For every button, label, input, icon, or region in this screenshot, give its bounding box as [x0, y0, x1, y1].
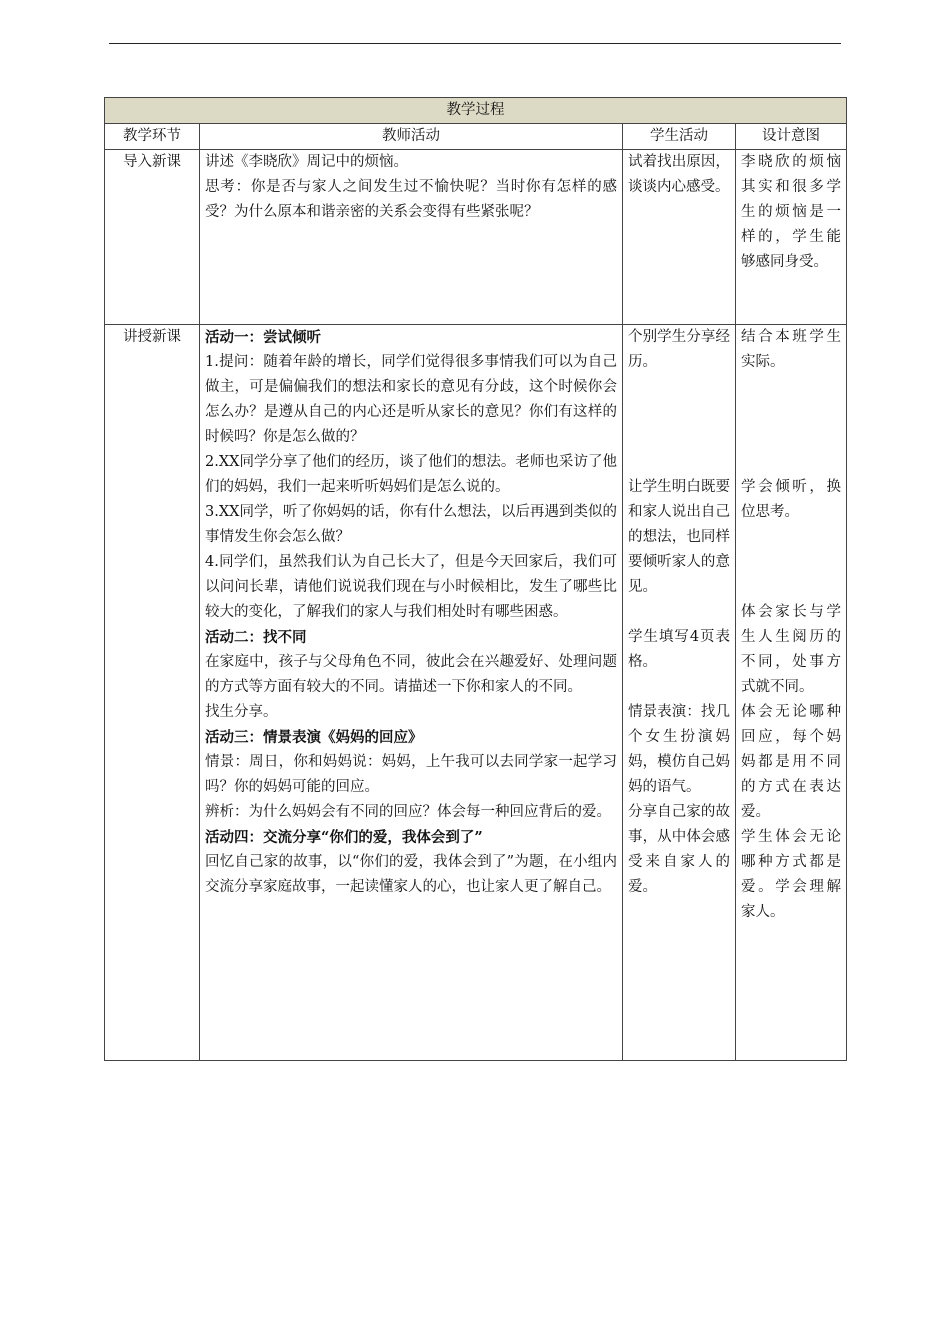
- activity2-item: 找生分享。: [205, 704, 278, 720]
- activity4-title: 活动四：交流分享“你们的爱，我体会到了”: [205, 829, 483, 846]
- intent-intro: [736, 150, 847, 325]
- intent-item: 学生体会无论哪种方式都是爱。学会理解家人。: [741, 829, 841, 920]
- student-activity-item: 情景表演：找几个女生扮演妈妈，模仿自己妈妈的语气。: [628, 704, 730, 795]
- activity4-item: 回忆自己家的故事，以“你们的爱，我体会到了”为题，在小组内交流分享家庭故事，一起读懂家人的心，也让家人更了解自己。: [205, 854, 617, 895]
- spacer: [628, 600, 730, 625]
- student-intro-text: 试着找出原因，谈谈内心感受。: [628, 154, 730, 195]
- table-row-new-lesson: [105, 325, 847, 1061]
- activity2-item: 在家庭中，孩子与父母角色不同，彼此会在兴趣爱好、处理问题的方式等方面有较大的不同。请描述一下你和家人的不同。: [205, 654, 617, 695]
- spacer: [628, 675, 730, 700]
- student-activity-item: 分享自己家的故事，从中体会感受来自家人的爱。: [628, 804, 730, 895]
- intent-item: 体会无论哪种回应，每个妈妈都是用不同的方式在表达爱。: [741, 704, 841, 820]
- activity1-title: 活动一：尝试倾听: [205, 329, 321, 346]
- stage-new-lesson: 讲授新课: [105, 325, 200, 1061]
- activity1-item: 1.提问：随着年龄的增长，同学们觉得很多事情我们可以为自己做主，可是偏偏我们的想法和家长的意见有分歧，这个时候你会怎么办？是遵从自己的内心还是听从家长的意见？你们有这样的时候吗？你是怎么做的？: [205, 354, 617, 445]
- intent-item: 体会家长与学生人生阅历的不同，处事方式就不同。: [741, 604, 841, 695]
- intent-new-lesson: [736, 325, 847, 1061]
- student-activity-item: 个别学生分享经历。: [628, 329, 730, 370]
- header-stage: 教学环节: [105, 124, 200, 150]
- header-rule: [109, 43, 841, 44]
- student-intro: [623, 150, 736, 325]
- header-student-activity: 学生活动: [623, 124, 736, 150]
- activity3-item: 情景：周日，你和妈妈说：妈妈，上午我可以去同学家一起学习吗？你的妈妈可能的回应。: [205, 754, 617, 795]
- spacer: [741, 525, 841, 600]
- spacer: [741, 375, 841, 475]
- activity3-title: 活动三：情景表演《妈妈的回应》: [205, 729, 423, 746]
- activity1-item: 3.XX同学，听了你妈妈的话，你有什么想法，以后再遇到类似的事情发生你会怎么做？: [205, 504, 617, 545]
- table-title-row: [105, 98, 847, 124]
- teaching-process-table: [104, 97, 847, 1061]
- activity1-item: 2.XX同学分享了他们的经历，谈了他们的想法。老师也采访了他们的妈妈，我们一起来听听妈妈们是怎么说的。: [205, 454, 617, 495]
- header-design-intent: 设计意图: [736, 124, 847, 150]
- table-header-row: [105, 124, 847, 150]
- student-activity-item: 让学生明白既要和家人说出自己的想法，也同样要倾听家人的意见。: [628, 479, 730, 595]
- table-row-intro: [105, 150, 847, 325]
- activity3-item: 辨析：为什么妈妈会有不同的回应？体会每一种回应背后的爱。: [205, 804, 611, 820]
- table-title: 教学过程: [105, 98, 847, 124]
- intent-item: 学会倾听，换位思考。: [741, 479, 841, 520]
- student-new-lesson: [623, 325, 736, 1061]
- activity1-item: 4.同学们，虽然我们认为自己长大了，但是今天回家后，我们可以问问长辈，请他们说说我们现在与小时候相比，发生了哪些比较大的变化，了解我们的家人与我们相处时有哪些困惑。: [205, 554, 617, 620]
- teacher-intro-line: 讲述《李晓欣》周记中的烦恼。: [205, 154, 408, 170]
- spacer: [628, 375, 730, 475]
- teacher-new-lesson: [200, 325, 623, 1061]
- teacher-intro-line: 思考：你是否与家人之间发生过不愉快呢？当时你有怎样的感受？为什么原本和谐亲密的关系会变得有些紧张呢？: [205, 179, 617, 220]
- teacher-intro: [200, 150, 623, 325]
- header-teacher-activity: 教师活动: [200, 124, 623, 150]
- intent-item: 结合本班学生实际。: [741, 329, 841, 370]
- stage-intro: 导入新课: [105, 150, 200, 325]
- activity2-title: 活动二：找不同: [205, 629, 307, 646]
- intent-intro-text: 李晓欣的烦恼其实和很多学生的烦恼是一样的，学生能够感同身受。: [741, 154, 841, 270]
- student-activity-item: 学生填写4页表格。: [628, 629, 730, 670]
